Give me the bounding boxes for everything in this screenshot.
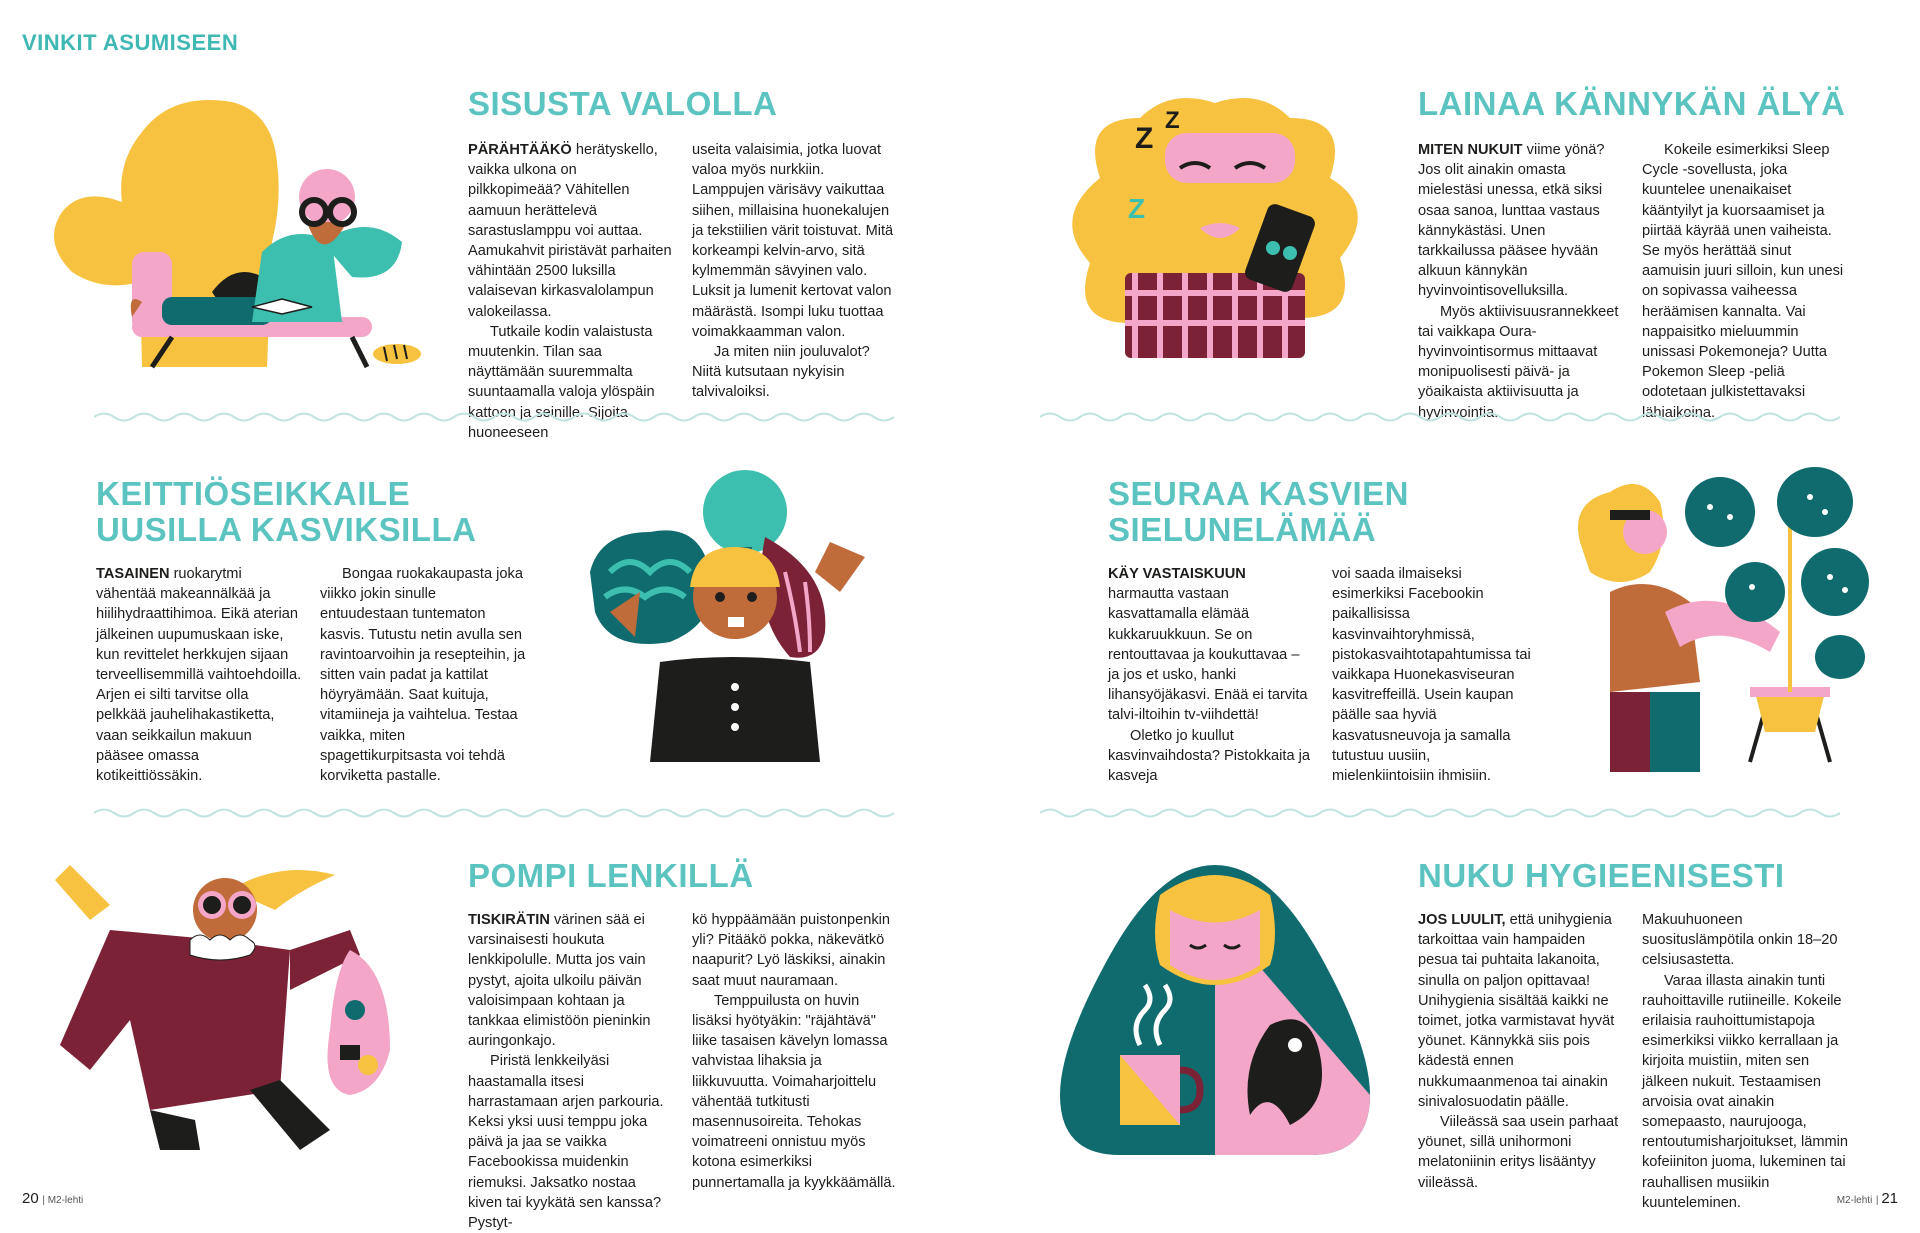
lead-word: JOS LUULIT, [1418,912,1506,928]
article-title: NUKU HYGIEENISESTI [1418,857,1785,894]
svg-text:Z: Z [1135,122,1154,155]
body-text: Tutkaile kodin valaistusta muutenkin. Tilan saa näyttämään suuremmalta suuntaamalla valoja ylöspäin kattoon ja seinille. Sijoita huoneeseen [468,323,655,441]
body-text: Makuuhuoneen suosituslämpötila onkin 18–20 celsiusastetta. [1642,912,1838,969]
svg-text:Z: Z [1128,193,1146,224]
article-title [1108,476,1548,548]
article-column-1 [468,140,672,443]
article-column-1 [1418,910,1624,1193]
illustration-sleep-phone [1040,88,1390,368]
article-column-2 [1642,910,1848,1213]
article-column-2 [320,564,526,786]
illustration-jumping-person [50,850,430,1160]
body-text: herätyskello, vaikka ulkona on pilkkopimeää? Vähitellen aamuun herättelevä sarastuslamppu voi auttaa. Aamukahvit piristävät parhaiten vähintään 2500 luksilla valaisevan kirkasvalolampun valokeilassa. [468,142,672,320]
body-text: viime yönä? Jos olit ainakin omasta mielestäsi unessa, etkä siksi osaa sanoa, lunttaa vastaus kännykästäsi. Unen tarkkailussa pääsee hyvään alkuun kännykän hyvinvointisovelluksilla. [1418,142,1605,300]
article-column-2 [1332,564,1536,786]
footer-left: 20 | M2-lehti [22,1190,84,1207]
article-column-1 [1108,564,1312,786]
body-text: Viileässä saa usein parhaat yöunet, sillä unihormoni melatoniinin eritys lisääntyy viileässä. [1418,1114,1619,1191]
lead-word: KÄY VASTAISKUUN [1108,566,1246,582]
body-text: Myös aktiivisuusrannekkeet tai vaikkapa Oura-hyvinvointisormus mittaavat monipuolisesti päivä- ja yöaikaista aktiivisuutta ja hyvinvointia. [1418,303,1619,421]
wavy-divider [94,806,894,820]
article-title [96,476,536,548]
lead-word: PÄRÄHTÄÄKÖ [468,142,572,158]
wavy-divider [94,410,894,424]
article-column-1 [468,910,672,1233]
page-number: 20 [22,1190,39,1207]
article-column-1 [96,564,302,786]
lead-word: MITEN NUKUIT [1418,142,1523,158]
wavy-divider [1040,410,1840,424]
body-text: harmautta vastaan kasvattamalla elämää kukkaruukkuun. Se on rentouttavaa ja koukuttavaa – ja jos et usko, hanki lihansyöjäkasvi. Enää ei tarvita talvi-iltoihin tv-viihdettä! [1108,586,1308,724]
title-line: UUSILLA KASVIKSILLA [96,511,477,548]
article-column-2 [692,910,896,1193]
body-text: Ja miten niin jouluvalot? Niitä kutsutaan nykyisin talvivaloiksi. [692,344,870,401]
svg-text:Z: Z [1165,107,1180,134]
title-line: SIELUNELÄMÄÄ [1108,511,1377,548]
body-text: ruokarytmi vähentää makeannälkää ja hiilihydraattihimoa. Eikä aterian jälkeinen uupumuskaan iske, kun revittelet herkkujen sijaan terveellisemmillä vaihtoehdoilla. Arjen ei silti tarvitse olla pelkkää jauhelihakastiketta, vaan seikkailun makuun pääsee omassa kotikeittiössäkin. [96,566,302,785]
body-text: värinen sää ei varsinaisesti houkuta lenkkipolulle. Mutta jos vain pystyt, ajoita ulkoilu päivän valoisimpaan kohtaan ja tankkaa elimistöön pieninkin auringonkajo. [468,912,651,1050]
illustration-reading-lamp [22,92,442,372]
body-text: Varaa illasta ainakin tunti rauhoittaville rutiineille. Kokeile erilaisia rauhoittumistapoja esimerkiksi viikko kerrallaan ja kirjoita muistiin, miten sen jälkeen nukuit. Testaamisen arvoisia ovat ainakin somepaasto, naurujooga, rentoutumisharjoitukset, lämmin kofeiiniton juoma, lukeminen tai rauhallisen musiikin kuunteleminen. [1642,972,1849,1211]
body-text: että unihygienia tarkoittaa vain hampaiden pesua tai puhtaita lakanoita, sinulla on paljon opittavaa! Unihygienia sisältää kaikki ne toimet, jotka varmistavat hyvät yöunet. Kännykkä siis pois kädestä ennen nukkumaanmenoa tai ainakin sinivalosuodatin päälle. [1418,912,1615,1110]
publication-name: M2-lehti [47,1195,84,1206]
body-text: Bongaa ruokakaupasta joka viikko jokin sinulle entuudestaan tuntematon kasvis. Tutustu netin avulla sen ravintoarvoihin ja resepteihin, ja sitten vain padat ja kattilat höyryämään. Saat kuituja, vitamiineja ja vaihtelua. Testaa vaikka, miten spagettikurpitsasta voi tehdä korviketta pastalle. [320,566,526,785]
lead-word: TASAINEN [96,566,170,582]
body-text: kö hyppäämään puistonpenkin yli? Pitääkö pokka, näkevätkö naapurit? Lyö läskiksi, ainakin saat muut nauramaan. [692,912,890,989]
lead-word: TISKIRÄTIN [468,912,550,928]
body-text: Oletko jo kuullut kasvinvaihdosta? Pistokkaita ja kasveja [1108,727,1310,785]
footer-right: M2-lehti | 21 [1836,1190,1898,1207]
publication-name: M2-lehti [1836,1195,1873,1206]
illustration-sleeping-blanket [1040,855,1390,1160]
section-label: VINKIT ASUMISEEN [22,30,239,55]
body-text: Piristä lenkkeilyäsi haastamalla itsesi harrastamaan arjen parkouria. Keksi yksi uusi temppu joka päivä ja jaa se vaikka Facebookissa muidenkin riemuksi. Jaksatko nostaa kiven tai kyykätä sen kanssa? Pystyt- [468,1053,664,1232]
article-title: POMPI LENKILLÄ [468,857,754,894]
body-text: voi saada ilmaiseksi esimerkiksi Facebookin paikallisissa kasvinvaihtoryhmissä, pistokasvaihtotapahtumissa tai vaikkapa Huonekasviseuran kasvitreffeillä. Usein kaupan päälle saa hyviä kasvatusneuvoja ja samalla tutustuu uusiin, mielenkiintoisiin ihmisiin. [1332,566,1531,785]
body-text: useita valaisimia, jotka luovat valoa myös nurkkiin. Lamppujen värisävy vaikuttaa siihen, millaisina huonekalujen ja tekstiilien värit toistuvat. Mitä korkeampi kelvin-arvo, sitä kylmemmän sävyinen valo. Luksit ja lumenit kertovat valon määrästä. Isompi luku tuottaa voimakkaamman valon. [692,142,894,340]
article-column-2 [1642,140,1848,423]
article-title: LAINAA KÄNNYKÄN ÄLYÄ [1418,85,1846,122]
article-column-2 [692,140,896,403]
illustration-vegetables [580,462,880,762]
body-text: Kokeile esimerkiksi Sleep Cycle -sovellusta, joka kuuntelee unenaikaiset kääntyilyt ja kuorsaamiset ja piirtää käyrää unen vaiheista. Se myös herättää sinut aamuisin juuri silloin, kun unesi on sopivassa vaiheessa heräämisen kannalta. Vai nappaisitko mieluummin unissasi Pokemoneja? Uutta Pokemon Sleep -peliä odotetaan julkistettavaksi lähiaikoina. [1642,142,1844,421]
article-title: SISUSTA VALOLLA [468,85,778,122]
body-text: Temppuilusta on huvin lisäksi hyötyäkin: "räjähtävä" liike tasaisen kävelyn lomassa vahvistaa lihaksia ja liikkuvuutta. Voimaharjoittelu vähentää tutkitusti masennusoireita. Tehokas voimatreeni onnistuu myös kotona esimerkiksi punnertamalla ja kyykkäämällä. [692,992,896,1191]
illustration-houseplant [1570,462,1870,772]
title-line: SEURAA KASVIEN [1108,475,1409,512]
article-column-1 [1418,140,1624,423]
wavy-divider [1040,806,1840,820]
page-number: 21 [1881,1190,1898,1207]
title-line: KEITTIÖSEIKKAILE [96,475,411,512]
